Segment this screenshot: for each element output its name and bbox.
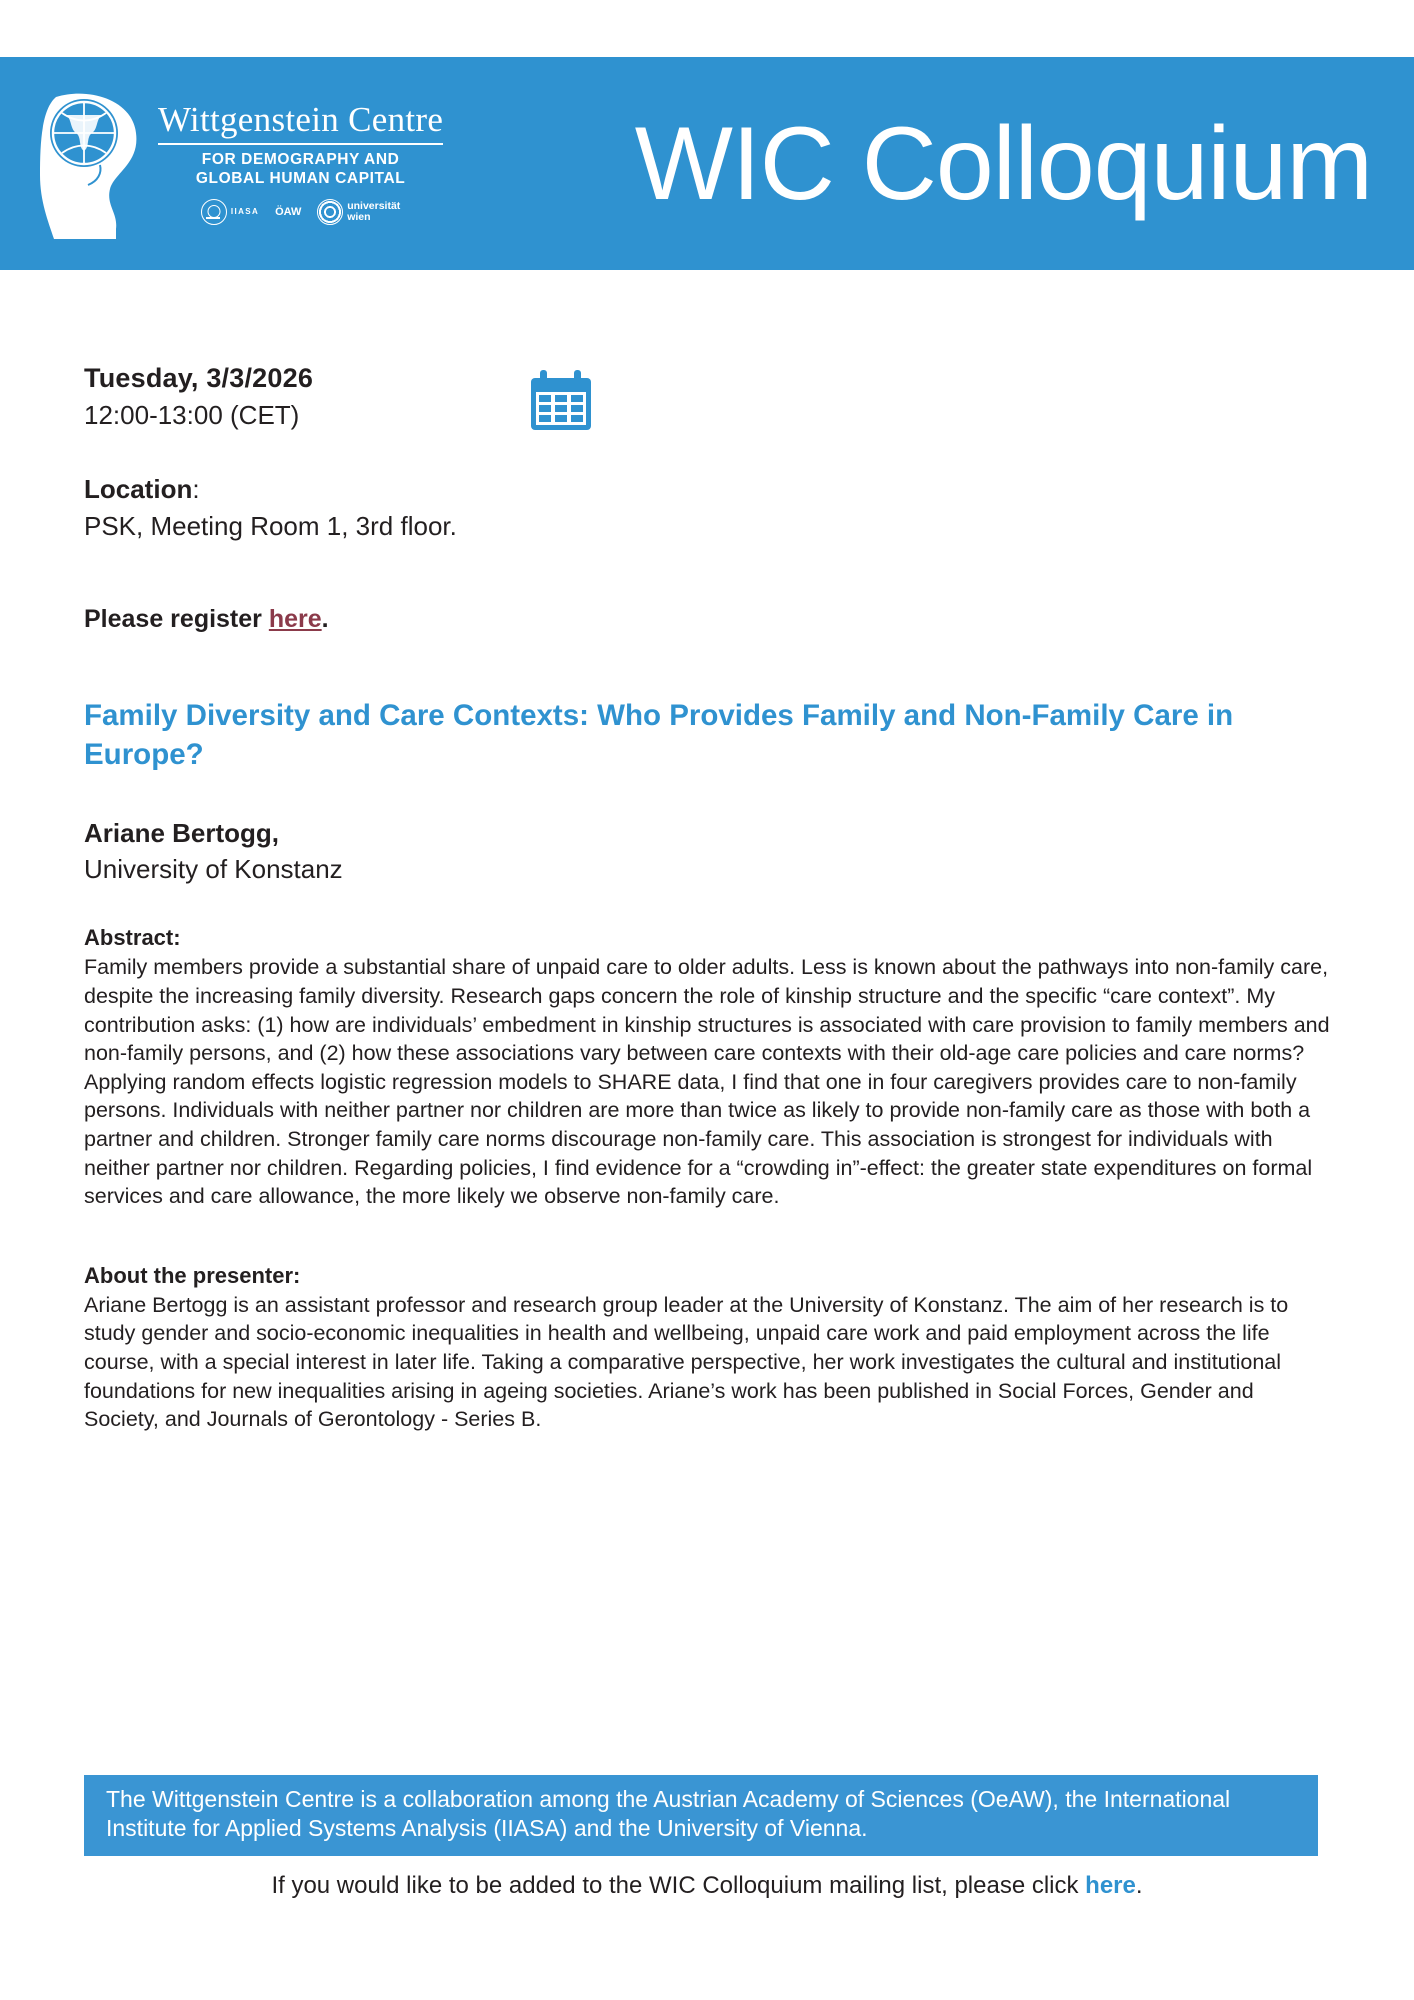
wittgenstein-centre-logo: [0, 89, 443, 239]
mailing-list-note: [0, 1872, 1414, 1900]
registration-line: [84, 605, 1334, 634]
globe-head-icon: [36, 89, 148, 239]
location-label: Location:: [84, 474, 200, 504]
partner-oeaw: [275, 199, 301, 225]
mailing-suffix: .: [1135, 1872, 1143, 1899]
presenter-paragraph: Ariane Bertogg is an assistant professor and research group leader at the University of Konstanz. The aim of her research is to study gender and socio-economic inequalities in health and wellbeing, unpaid care work and paid employment across the life course, with a special interest in later life. Taking a comparative perspective, her work investigates the cultural and institutional foundations for new inequalities arising in ageing societies. Ariane’s work has been published in Social Forces, Gender and Society, and Journals of Gerontology - Series B.: [84, 1292, 1289, 1432]
abstract-heading: Abstract:: [84, 925, 181, 951]
partner-univie-label-line1: universität: [347, 200, 401, 213]
header-banner: [0, 57, 1414, 270]
oeaw-mark-icon: [275, 199, 301, 225]
register-prefix: Please register: [84, 604, 269, 633]
location-value: PSK, Meeting Room 1, 3rd floor.: [84, 511, 457, 542]
event-date: Tuesday, 3/3/2026: [84, 363, 314, 393]
abstract-paragraph-2: Applying random effects logistic regression models to SHARE data, I find that one in four caregivers provides care to non-family persons. Individuals with neither partner nor children are more than twice as likely to provide non-family care as those with both a partner and children. Stronger family care norms discourage non-family care. This association is strongest for individuals with neither partner nor children. Regarding policies, I find evidence for a “crowding in”-effect: the greater state expenditures on formal services and care allowance, the more likely we observe non-family care.: [84, 1069, 1313, 1209]
document-body: [84, 360, 1334, 1434]
mailing-prefix: If you would like to be added to the WIC Colloquium mailing list, please click: [271, 1872, 1086, 1899]
talk-title: Family Diversity and Care Contexts: Who Provides Family and Non-Family Care in Europe?: [84, 698, 1234, 772]
speaker-block: [84, 816, 1334, 887]
partner-univie-label: [347, 201, 400, 223]
event-datetime-block: [84, 360, 1334, 437]
speaker-affiliation: University of Konstanz: [84, 854, 343, 885]
abstract-section: [84, 925, 1334, 1210]
event-time: 12:00-13:00 (CET): [84, 400, 300, 431]
calendar-icon: [528, 368, 594, 437]
presenter-heading: About the presenter:: [84, 1262, 301, 1288]
partner-univie-label-line2: wien: [347, 211, 371, 224]
abstract-paragraph-1: Family members provide a substantial share of unpaid care to older adults. Less is known about the pathways into non-family care, despite the increasing family diversity. Research gaps concern the role of kinship structure and the specific “care context”. My contribution asks: (1) how are individuals’ embedment in kinship structures is associated with care provision to family members and non-family persons, and (2) how these associations vary between care contexts with their old-age care policies and care norms?: [84, 955, 1330, 1066]
speaker-name: Ariane Bertogg,: [84, 818, 280, 849]
iiasa-mark-icon: [201, 199, 227, 225]
presenter-section: [84, 1263, 1334, 1434]
logo-subtitle-line1: FOR DEMOGRAPHY AND: [201, 150, 400, 168]
partner-oeaw-label: ÖAW: [275, 205, 302, 218]
partner-iiasa-label: IIASA: [230, 207, 260, 217]
logo-divider: [158, 143, 443, 145]
register-suffix: .: [321, 604, 329, 633]
partner-logos: [158, 199, 443, 225]
page-title: WIC Colloquium: [634, 105, 1372, 222]
logo-title: Wittgenstein Centre: [158, 99, 444, 139]
register-link[interactable]: here: [268, 604, 322, 633]
location-label-text: Location: [84, 474, 193, 504]
university-of-vienna-mark-icon: [317, 199, 343, 225]
partner-iiasa: [201, 199, 259, 225]
mailing-list-link[interactable]: here: [1085, 1872, 1136, 1899]
location-block: [84, 471, 1334, 545]
partner-university-of-vienna: [317, 199, 400, 225]
logo-subtitle-line2: GLOBAL HUMAN CAPITAL: [195, 170, 406, 187]
collaboration-footer: The Wittgenstein Centre is a collaboration among the Austrian Academy of Sciences (OeAW), the International Institute for Applied Systems Analysis (IIASA) and the University of Vienna.: [84, 1775, 1318, 1856]
